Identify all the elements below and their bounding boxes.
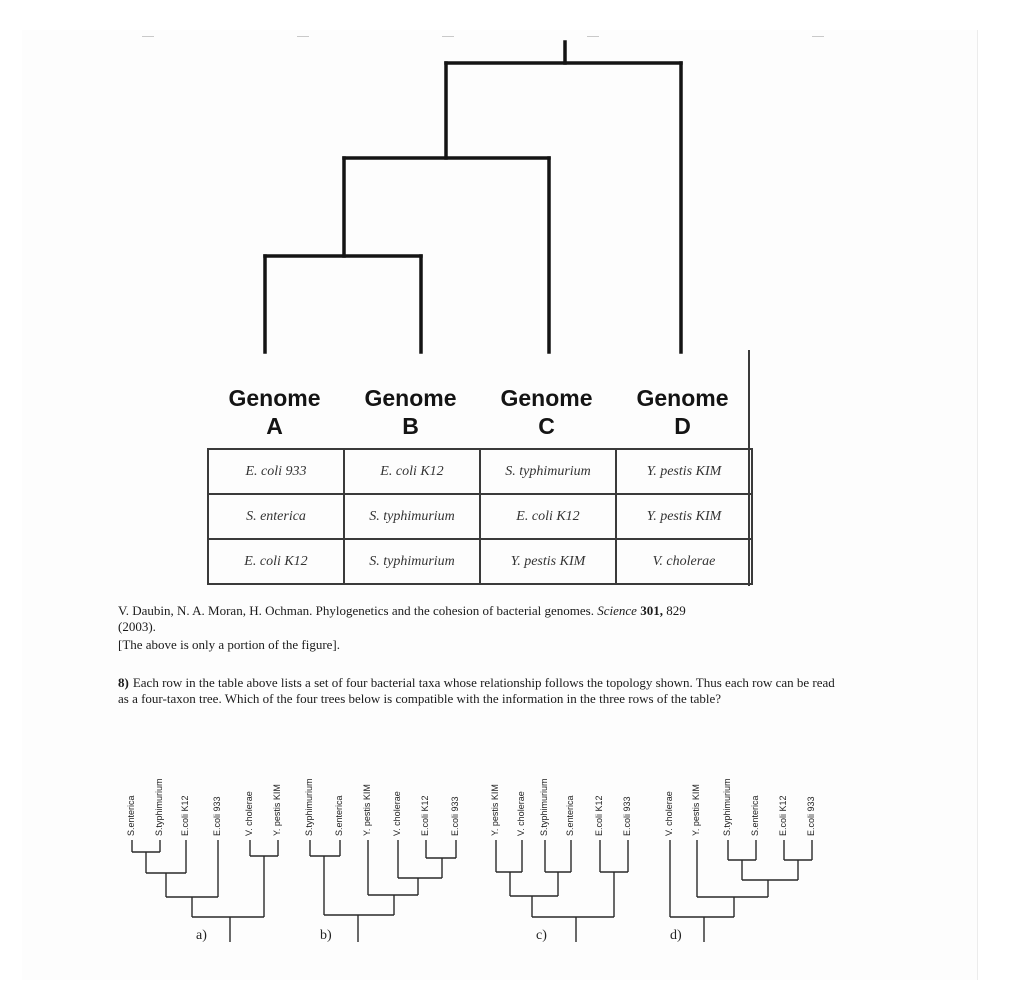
- genome-header-c: Genome C: [500, 385, 593, 439]
- question-text: 8) Each row in the table above lists a set of four bacterial taxa whose relationship follows the topology shown. Thus each row can be read as a four-taxon tree. Which of the four trees below is compatible with the information in the three rows of the table?: [118, 675, 835, 706]
- tree-d-leaf: Y. pestis KIM: [691, 784, 701, 836]
- tree-a-leaf: Y. pestis KIM: [272, 784, 282, 836]
- table-cell: S. typhimurium: [480, 449, 616, 494]
- tree-a-leaf: S.typhimurium: [154, 778, 164, 836]
- tree-a-lines: [132, 840, 278, 942]
- table-cell: S. typhimurium: [344, 539, 480, 584]
- tree-c-leaf: Y. pestis KIM: [490, 784, 500, 836]
- tree-c-leaf: S.typhimurium: [539, 778, 549, 836]
- tree-b-leaf: S.enterica: [334, 795, 344, 836]
- question-number: 8): [118, 675, 129, 690]
- figure-note: [The above is only a portion of the figure].: [118, 637, 341, 652]
- tree-a-leaf: S.enterica: [126, 795, 136, 836]
- tree-a-label: a): [196, 928, 207, 943]
- tree-c-label: c): [536, 928, 547, 943]
- tree-b-lines: [310, 840, 456, 942]
- table-cell: E. coli 933: [208, 449, 344, 494]
- table-cell: E. coli K12: [480, 494, 616, 539]
- tree-c-leaf: E.coli 933: [622, 796, 632, 836]
- genome-header-b: Genome B: [364, 385, 457, 439]
- genome-header-a: Genome A: [228, 385, 321, 439]
- table-cell: E. coli K12: [344, 449, 480, 494]
- tree-d-leaf: E.coli 933: [806, 796, 816, 836]
- tree-c-leaf: S.enterica: [565, 795, 575, 836]
- table-cell: Y. pestis KIM: [616, 494, 752, 539]
- tree-a-leaf: E.coli 933: [212, 796, 222, 836]
- tree-d-leaf: E.coli K12: [778, 795, 788, 836]
- table-cell: Y. pestis KIM: [616, 449, 752, 494]
- tree-b-leaf: E.coli K12: [420, 795, 430, 836]
- tree-a-leaf: E.coli K12: [180, 795, 190, 836]
- table-cell: V. cholerae: [616, 539, 752, 584]
- table-cell: Y. pestis KIM: [480, 539, 616, 584]
- tree-d-label: d): [670, 928, 682, 943]
- tree-c-leaf: V. cholerae: [516, 791, 526, 836]
- tree-b-leaf: S.typhimurium: [304, 778, 314, 836]
- tree-a-leaf: V. cholerae: [244, 791, 254, 836]
- tree-d-leaf: S.typhimurium: [722, 778, 732, 836]
- tree-b-leaf: Y. pestis KIM: [362, 784, 372, 836]
- table-cell: E. coli K12: [208, 539, 344, 584]
- tree-c-leaf: E.coli K12: [594, 795, 604, 836]
- tree-d-leaf: V. cholerae: [664, 791, 674, 836]
- tree-c-lines: [496, 840, 628, 942]
- genome-header-d: Genome D: [636, 385, 729, 439]
- citation: V. Daubin, N. A. Moran, H. Ochman. Phylogenetics and the cohesion of bacterial genomes. Science 301, 829 (2003).: [118, 603, 686, 634]
- tree-b-leaf: V. cholerae: [392, 791, 402, 836]
- table-cell: S. enterica: [208, 494, 344, 539]
- table-cell: S. typhimurium: [344, 494, 480, 539]
- tree-d-lines: [670, 840, 812, 942]
- tree-b-label: b): [320, 928, 332, 943]
- tree-b-leaf: E.coli 933: [450, 796, 460, 836]
- tree-d-leaf: S.enterica: [750, 795, 760, 836]
